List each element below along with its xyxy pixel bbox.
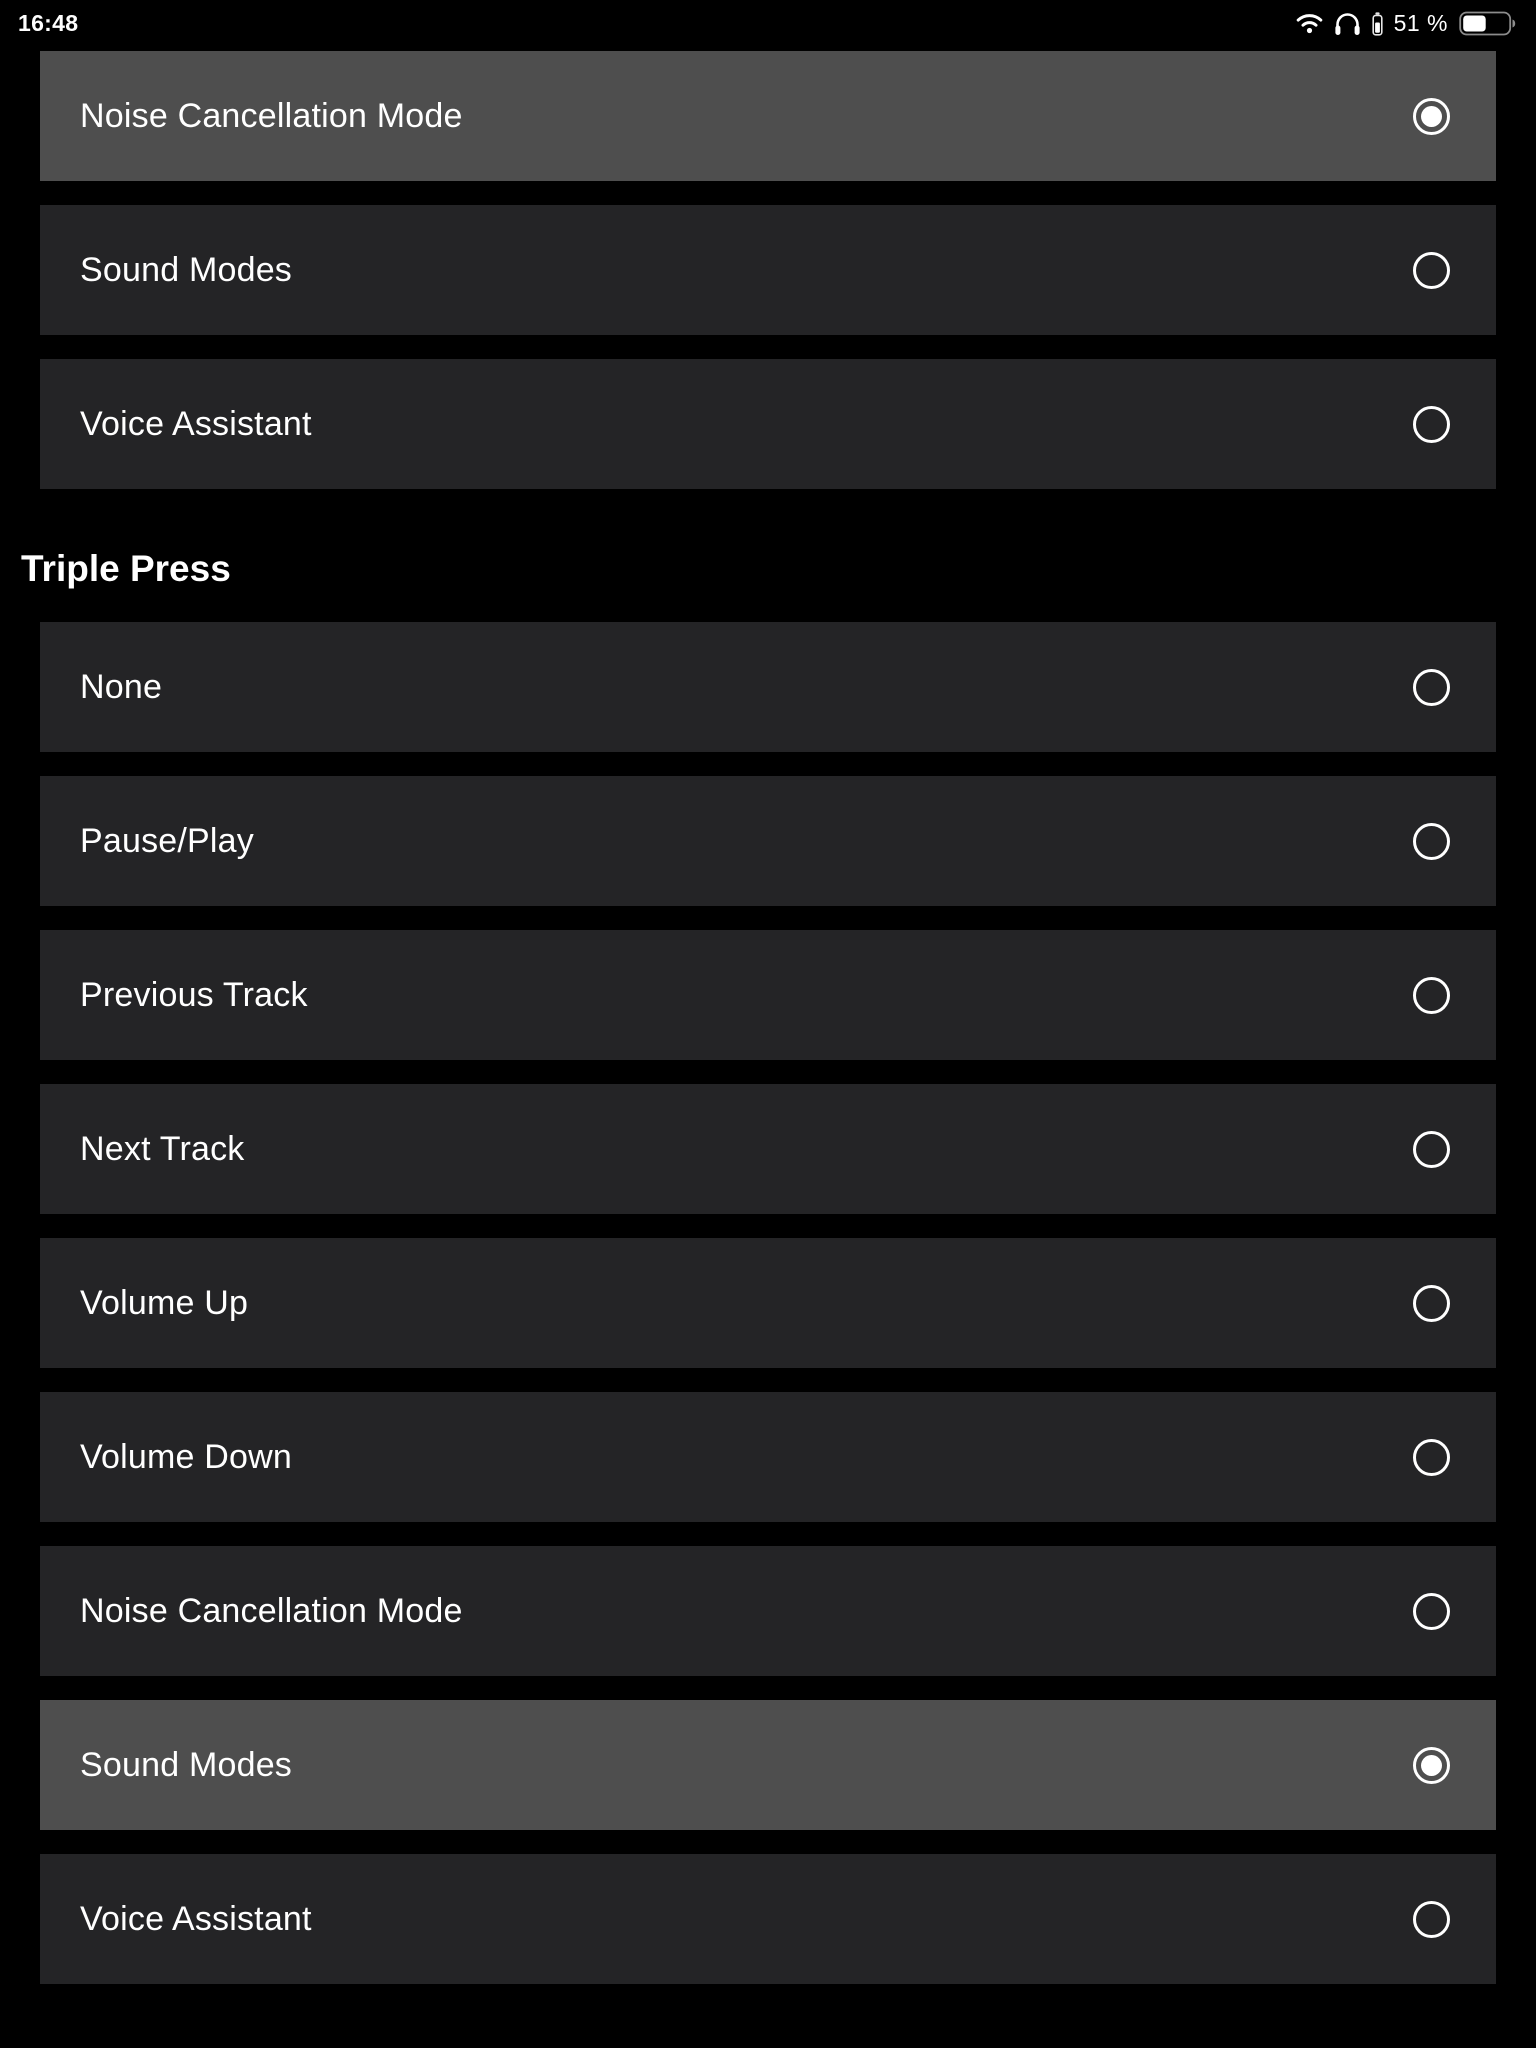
radio-button[interactable] xyxy=(1413,252,1450,289)
option-label: Voice Assistant xyxy=(80,404,312,443)
option-row-previous-track[interactable] xyxy=(40,930,1496,1060)
section-header-triple-press: Triple Press xyxy=(21,548,231,589)
radio-button[interactable] xyxy=(1413,1439,1450,1476)
option-row-volume-down[interactable] xyxy=(40,1392,1496,1522)
wifi-icon xyxy=(1296,13,1323,34)
radio-button[interactable] xyxy=(1413,98,1450,135)
radio-button[interactable] xyxy=(1413,977,1450,1014)
option-label: Pause/Play xyxy=(80,821,254,860)
option-row-voice-assistant-2[interactable] xyxy=(40,1854,1496,1984)
option-row-sound-modes-selected[interactable] xyxy=(40,1700,1496,1830)
option-label: Volume Up xyxy=(80,1283,249,1322)
battery-icon xyxy=(1459,11,1518,36)
radio-button[interactable] xyxy=(1413,669,1450,706)
option-label: Volume Down xyxy=(80,1437,292,1476)
option-row-none[interactable] xyxy=(40,622,1496,752)
option-label: Noise Cancellation Mode xyxy=(80,96,463,135)
option-row-sound-modes[interactable] xyxy=(40,205,1496,335)
radio-button[interactable] xyxy=(1413,823,1450,860)
radio-button[interactable] xyxy=(1413,1131,1450,1168)
status-icons xyxy=(1296,8,1518,37)
clipped-row-wrapper xyxy=(40,96,1496,181)
status-bar xyxy=(0,0,1536,45)
clock: 16:48 xyxy=(18,10,79,36)
radio-button[interactable] xyxy=(1413,1285,1450,1322)
option-label: None xyxy=(80,667,163,706)
option-row-voice-assistant[interactable] xyxy=(40,359,1496,489)
option-row-noise-cancellation-mode-partial[interactable] xyxy=(40,51,1496,181)
radio-button[interactable] xyxy=(1413,1593,1450,1630)
option-row-pause-play[interactable] xyxy=(40,776,1496,906)
option-row-volume-up[interactable] xyxy=(40,1238,1496,1368)
option-row-next-track[interactable] xyxy=(40,1084,1496,1214)
battery-percentage: 51 % xyxy=(1393,10,1448,36)
option-label: Sound Modes xyxy=(80,250,293,289)
radio-button[interactable] xyxy=(1413,1901,1450,1938)
settings-list xyxy=(21,96,1496,2008)
option-label: Next Track xyxy=(80,1129,245,1168)
option-label: Sound Modes xyxy=(80,1745,293,1784)
headphone-battery-icon xyxy=(1372,12,1383,36)
headphones-icon xyxy=(1334,12,1361,36)
radio-button[interactable] xyxy=(1413,1747,1450,1784)
radio-button[interactable] xyxy=(1413,406,1450,443)
option-label: Previous Track xyxy=(80,975,308,1014)
option-row-noise-cancellation-mode[interactable] xyxy=(40,1546,1496,1676)
option-label: Voice Assistant xyxy=(80,1899,312,1938)
option-label: Noise Cancellation Mode xyxy=(80,1591,463,1630)
